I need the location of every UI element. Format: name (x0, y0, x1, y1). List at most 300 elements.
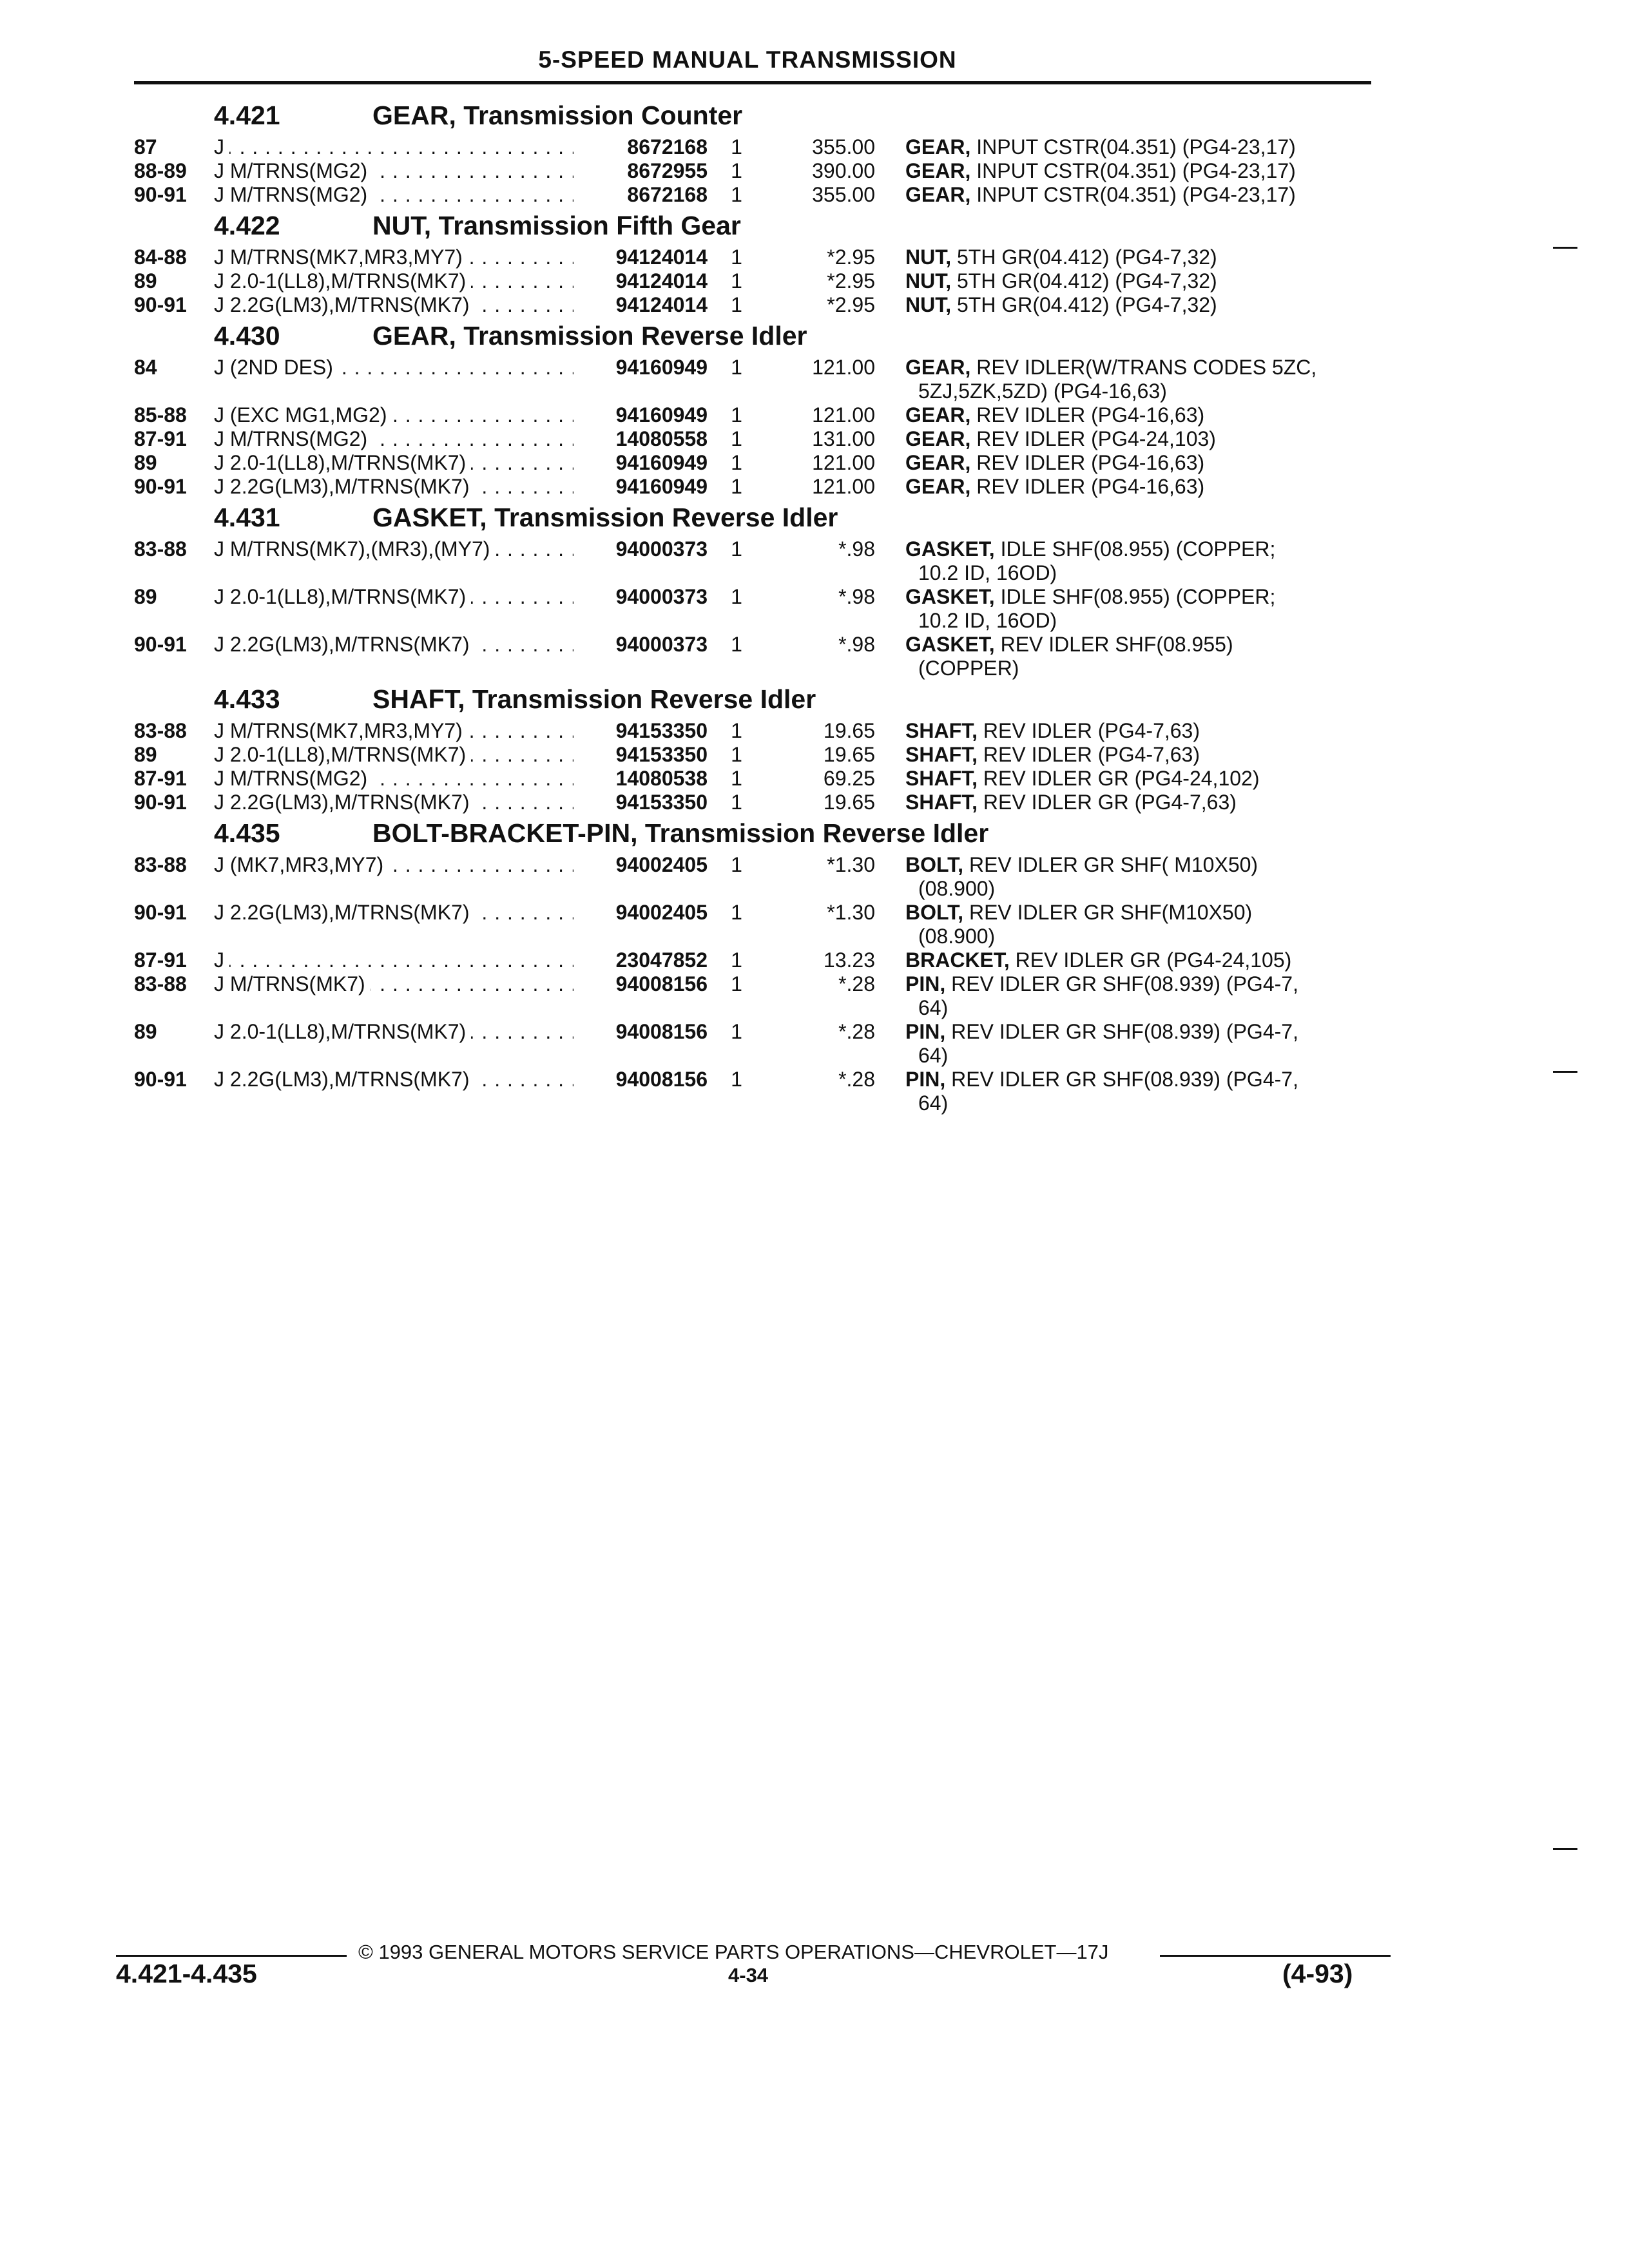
description-continuation: 5ZJ,5ZK,5ZD) (PG4-16,63) (918, 380, 1167, 403)
description-text: 5TH GR(04.412) (PG4-7,32) (951, 245, 1217, 269)
quantity: 1 (731, 948, 742, 972)
section-title: NUT, Transmission Fifth Gear (372, 211, 741, 240)
quantity: 1 (731, 719, 742, 742)
description-keyword: GASKET, (905, 537, 995, 561)
description-line (905, 719, 1200, 742)
description-keyword: GEAR, (905, 159, 971, 182)
model-year: 87-91 (134, 427, 187, 450)
model-year: 89 (134, 451, 157, 474)
section-heading (134, 499, 1371, 537)
part-number: 94160949 (615, 356, 708, 379)
part-number: 94124014 (615, 269, 708, 293)
description (905, 767, 1371, 791)
application-text: J (EXC MG1,MG2) (214, 403, 392, 427)
price: *2.95 (827, 293, 875, 316)
description-continuation: 64) (918, 996, 949, 1019)
table-row (134, 743, 1371, 767)
description-line (905, 1020, 1298, 1043)
price: *.28 (838, 972, 875, 995)
table-row (134, 633, 1371, 680)
description (905, 972, 1371, 1020)
description-keyword: NUT, (905, 269, 952, 293)
quantity: 1 (731, 269, 742, 293)
application-text: J M/TRNS(MG2) (214, 183, 372, 206)
description-line (905, 743, 1200, 766)
description-continuation: 10.2 ID, 16OD) (918, 609, 1057, 632)
application-text: J (214, 135, 229, 159)
model-year: 89 (134, 269, 157, 293)
price: *.28 (838, 1068, 875, 1091)
table-row (134, 183, 1371, 207)
model-year: 90-91 (134, 293, 187, 316)
quantity: 1 (731, 356, 742, 379)
application (214, 451, 574, 475)
description-line (905, 293, 1217, 316)
model-year: 90-91 (134, 791, 187, 814)
application-text: J M/TRNS(MK7,MR3,MY7) (214, 719, 468, 742)
footer-date: (4-93) (1282, 1959, 1353, 1988)
description-text: REV IDLER GR SHF(08.939) (PG4-7, (945, 972, 1298, 995)
description (905, 293, 1371, 317)
description-keyword: NUT, (905, 293, 952, 316)
model-year: 90-91 (134, 183, 187, 206)
quantity: 1 (731, 901, 742, 924)
description-keyword: GEAR, (905, 475, 971, 498)
description (905, 403, 1371, 427)
part-number: 94160949 (615, 403, 708, 427)
quantity: 1 (731, 1020, 742, 1043)
section-number: 4.421 (214, 101, 280, 130)
description-continuation: 10.2 ID, 16OD) (918, 561, 1057, 584)
table-row (134, 1068, 1371, 1115)
application-text: J 2.0-1(LL8),M/TRNS(MK7) (214, 585, 471, 608)
description-line (905, 585, 1275, 608)
application-text: J (2ND DES) (214, 356, 338, 379)
model-year: 83-88 (134, 972, 187, 995)
price: 390.00 (812, 159, 875, 182)
part-number: 94153350 (615, 791, 708, 814)
model-year: 84 (134, 356, 157, 379)
part-number: 94124014 (615, 245, 708, 269)
section-title: GEAR, Transmission Counter (372, 101, 743, 130)
part-number: 94124014 (615, 293, 708, 316)
description-keyword: GEAR, (905, 135, 971, 159)
part-number: 94000373 (615, 585, 708, 608)
footer-copyright: © 1993 GENERAL MOTORS SERVICE PARTS OPERATIONS—CHEVROLET—17J (358, 1941, 1109, 1963)
table-row (134, 159, 1371, 183)
description-text: REV IDLER GR (PG4-7,63) (978, 791, 1237, 814)
model-year: 90-91 (134, 1068, 187, 1091)
description-text: REV IDLER GR SHF(M10X50) (963, 901, 1253, 924)
description-keyword: GEAR, (905, 403, 971, 427)
description-text: IDLE SHF(08.955) (COPPER; (994, 537, 1276, 561)
application (214, 135, 574, 159)
part-number: 14080558 (615, 427, 708, 450)
part-number: 94000373 (615, 633, 708, 656)
price: 131.00 (812, 427, 875, 450)
table-row (134, 901, 1371, 948)
description-text: INPUT CSTR(04.351) (PG4-23,17) (970, 159, 1296, 182)
application (214, 183, 574, 207)
description-line (905, 245, 1217, 269)
table-row (134, 245, 1371, 269)
description-text: REV IDLER (PG4-7,63) (978, 719, 1200, 742)
description-keyword: GEAR, (905, 451, 971, 474)
application (214, 1068, 574, 1091)
model-year: 89 (134, 1020, 157, 1043)
application (214, 767, 574, 791)
description (905, 537, 1371, 585)
application (214, 743, 574, 767)
application-text: J 2.0-1(LL8),M/TRNS(MK7) (214, 451, 471, 474)
section-title: BOLT-BRACKET-PIN, Transmission Reverse Idler (372, 818, 989, 848)
price: 121.00 (812, 403, 875, 427)
footer-rule (116, 1955, 347, 1957)
description (905, 1020, 1371, 1068)
application-text: J 2.2G(LM3),M/TRNS(MK7) (214, 475, 474, 498)
price: 69.25 (823, 767, 875, 790)
description-line (905, 403, 1204, 427)
quantity: 1 (731, 972, 742, 995)
section-title: GASKET, Transmission Reverse Idler (372, 503, 838, 532)
description-text: REV IDLER SHF(08.955) (994, 633, 1233, 656)
section-title: SHAFT, Transmission Reverse Idler (372, 684, 816, 714)
section (134, 814, 1371, 1115)
price: *2.95 (827, 269, 875, 293)
price: *.98 (838, 537, 875, 561)
description-line (905, 356, 1316, 379)
section-heading (134, 680, 1371, 719)
application-text: J 2.2G(LM3),M/TRNS(MK7) (214, 791, 474, 814)
price: *2.95 (827, 245, 875, 269)
quantity: 1 (731, 183, 742, 206)
table-row (134, 767, 1371, 791)
description-keyword: BRACKET, (905, 948, 1010, 972)
description-continuation: (COPPER) (918, 657, 1019, 680)
description-keyword: SHAFT, (905, 767, 978, 790)
application-text: J M/TRNS(MK7),(MR3),(MY7) (214, 537, 495, 561)
description-line (905, 451, 1204, 474)
table-row (134, 719, 1371, 743)
description (905, 633, 1371, 680)
quantity: 1 (731, 245, 742, 269)
part-number: 23047852 (615, 948, 708, 972)
application-text: J 2.2G(LM3),M/TRNS(MK7) (214, 633, 474, 656)
price: 355.00 (812, 183, 875, 206)
description-line (905, 269, 1217, 293)
description-keyword: BOLT, (905, 901, 964, 924)
application (214, 972, 574, 996)
application (214, 948, 574, 972)
page-title: 5-SPEED MANUAL TRANSMISSION (538, 46, 957, 73)
description-keyword: GEAR, (905, 183, 971, 206)
description-text: REV IDLER (PG4-24,103) (970, 427, 1216, 450)
price: 121.00 (812, 475, 875, 498)
description (905, 853, 1371, 901)
part-number: 8672168 (627, 183, 708, 206)
quantity: 1 (731, 293, 742, 316)
part-number: 94153350 (615, 743, 708, 766)
description-line (905, 537, 1275, 561)
margin-mark (1553, 1071, 1577, 1073)
description (905, 1068, 1371, 1115)
section-heading (134, 97, 1371, 135)
description-keyword: PIN, (905, 972, 946, 995)
section (134, 207, 1371, 317)
model-year: 83-88 (134, 853, 187, 876)
description (905, 585, 1371, 633)
description-text: REV IDLER (PG4-16,63) (970, 403, 1205, 427)
part-number: 8672168 (627, 135, 708, 159)
parts-list (134, 97, 1371, 1115)
application (214, 356, 574, 380)
description-continuation: (08.900) (918, 925, 996, 948)
part-number: 94153350 (615, 719, 708, 742)
description-text: IDLE SHF(08.955) (COPPER; (994, 585, 1276, 608)
price: 121.00 (812, 356, 875, 379)
description (905, 183, 1371, 207)
quantity: 1 (731, 633, 742, 656)
application-text: J (214, 948, 229, 972)
table-row (134, 1020, 1371, 1068)
part-number: 94008156 (615, 1020, 708, 1043)
part-number: 94002405 (615, 853, 708, 876)
description-text: REV IDLER GR (PG4-24,105) (1009, 948, 1292, 972)
section (134, 680, 1371, 814)
model-year: 87 (134, 135, 157, 159)
section-number: 4.433 (214, 684, 280, 714)
description-line (905, 791, 1237, 814)
application-text: J (MK7,MR3,MY7) (214, 853, 389, 876)
application-text: J 2.2G(LM3),M/TRNS(MK7) (214, 293, 474, 316)
description-line (905, 1068, 1298, 1091)
model-year: 90-91 (134, 475, 187, 498)
description (905, 159, 1371, 183)
application-text: J M/TRNS(MK7,MR3,MY7) (214, 245, 468, 269)
section-heading (134, 207, 1371, 245)
quantity: 1 (731, 159, 742, 182)
margin-mark (1553, 247, 1577, 249)
part-number: 8672955 (627, 159, 708, 182)
application-text: J 2.2G(LM3),M/TRNS(MK7) (214, 901, 474, 924)
part-number: 94008156 (615, 972, 708, 995)
description-keyword: SHAFT, (905, 719, 978, 742)
price: 121.00 (812, 451, 875, 474)
description-line (905, 427, 1216, 450)
description-continuation: (08.900) (918, 877, 996, 900)
price: *1.30 (827, 853, 875, 876)
description-text: REV IDLER GR SHF( M10X50) (963, 853, 1258, 876)
application-text: J M/TRNS(MK7) (214, 972, 371, 995)
description-text: REV IDLER(W/TRANS CODES 5ZC, (970, 356, 1317, 379)
price: 19.65 (823, 743, 875, 766)
footer-rule (1160, 1955, 1391, 1957)
application (214, 475, 574, 499)
description-continuation: 64) (918, 1044, 949, 1067)
application (214, 245, 574, 269)
part-number: 94160949 (615, 451, 708, 474)
model-year: 89 (134, 585, 157, 608)
application-text: J 2.0-1(LL8),M/TRNS(MK7) (214, 269, 471, 293)
description (905, 269, 1371, 293)
model-year: 90-91 (134, 901, 187, 924)
table-row (134, 293, 1371, 317)
part-number: 94008156 (615, 1068, 708, 1091)
price: 355.00 (812, 135, 875, 159)
description (905, 245, 1371, 269)
description-text: INPUT CSTR(04.351) (PG4-23,17) (970, 135, 1296, 159)
description (905, 791, 1371, 814)
application-text: J 2.0-1(LL8),M/TRNS(MK7) (214, 1020, 471, 1043)
description-text: REV IDLER GR SHF(08.939) (PG4-7, (945, 1068, 1298, 1091)
description (905, 451, 1371, 475)
application-text: J 2.0-1(LL8),M/TRNS(MK7) (214, 743, 471, 766)
description-keyword: SHAFT, (905, 791, 978, 814)
model-year: 84-88 (134, 245, 187, 269)
application (214, 791, 574, 814)
quantity: 1 (731, 537, 742, 561)
quantity: 1 (731, 403, 742, 427)
description-line (905, 183, 1296, 206)
quantity: 1 (731, 791, 742, 814)
model-year: 89 (134, 743, 157, 766)
table-row (134, 451, 1371, 475)
application (214, 853, 574, 877)
table-row (134, 475, 1371, 499)
quantity: 1 (731, 1068, 742, 1091)
description (905, 135, 1371, 159)
price: 19.65 (823, 791, 875, 814)
model-year: 83-88 (134, 719, 187, 742)
table-row (134, 537, 1371, 585)
table-row (134, 356, 1371, 403)
application (214, 159, 574, 183)
section-number: 4.435 (214, 818, 280, 848)
description (905, 743, 1371, 767)
footer-page-number: 4-34 (728, 1964, 769, 1986)
description-line (905, 901, 1252, 924)
price: *1.30 (827, 901, 875, 924)
table-row (134, 972, 1371, 1020)
application-text: J M/TRNS(MG2) (214, 427, 372, 450)
application (214, 269, 574, 293)
quantity: 1 (731, 451, 742, 474)
description-keyword: GEAR, (905, 427, 971, 450)
model-year: 87-91 (134, 767, 187, 790)
description (905, 356, 1371, 403)
section (134, 317, 1371, 499)
description-text: INPUT CSTR(04.351) (PG4-23,17) (970, 183, 1296, 206)
application-text: J M/TRNS(MG2) (214, 159, 372, 182)
application (214, 403, 574, 427)
description-line (905, 475, 1204, 498)
application (214, 719, 574, 743)
table-row (134, 403, 1371, 427)
description-keyword: PIN, (905, 1068, 946, 1091)
model-year: 83-88 (134, 537, 187, 561)
section-number: 4.422 (214, 211, 280, 240)
quantity: 1 (731, 585, 742, 608)
description-text: REV IDLER (PG4-16,63) (970, 475, 1205, 498)
description-keyword: BOLT, (905, 853, 964, 876)
table-row (134, 427, 1371, 451)
description-line (905, 159, 1296, 182)
part-number: 94160949 (615, 475, 708, 498)
footer-section-range: 4.421-4.435 (116, 1959, 257, 1988)
description-keyword: PIN, (905, 1020, 946, 1043)
quantity: 1 (731, 475, 742, 498)
section-heading (134, 814, 1371, 853)
description-keyword: SHAFT, (905, 743, 978, 766)
part-number: 14080538 (615, 767, 708, 790)
quantity: 1 (731, 743, 742, 766)
quantity: 1 (731, 767, 742, 790)
model-year: 90-91 (134, 633, 187, 656)
quantity: 1 (731, 853, 742, 876)
application-text: J 2.2G(LM3),M/TRNS(MK7) (214, 1068, 474, 1091)
header-rule (134, 81, 1371, 84)
description-text: REV IDLER GR SHF(08.939) (PG4-7, (945, 1020, 1298, 1043)
section-number: 4.431 (214, 503, 280, 532)
description (905, 475, 1371, 499)
table-row (134, 269, 1371, 293)
description-line (905, 853, 1258, 876)
application (214, 427, 574, 451)
application (214, 585, 574, 609)
model-year: 87-91 (134, 948, 187, 972)
quantity: 1 (731, 135, 742, 159)
application (214, 1020, 574, 1044)
description-text: REV IDLER GR (PG4-24,102) (978, 767, 1260, 790)
price: *.98 (838, 585, 875, 608)
section-number: 4.430 (214, 321, 280, 351)
price: *.98 (838, 633, 875, 656)
description-line (905, 633, 1233, 656)
section-title: GEAR, Transmission Reverse Idler (372, 321, 807, 351)
part-number: 94002405 (615, 901, 708, 924)
description-keyword: NUT, (905, 245, 952, 269)
model-year: 88-89 (134, 159, 187, 182)
description-continuation: 64) (918, 1091, 949, 1115)
price: *.28 (838, 1020, 875, 1043)
table-row (134, 791, 1371, 814)
application (214, 633, 574, 657)
description (905, 948, 1371, 972)
description (905, 719, 1371, 743)
description-text: 5TH GR(04.412) (PG4-7,32) (951, 269, 1217, 293)
price: 19.65 (823, 719, 875, 742)
section (134, 499, 1371, 680)
table-row (134, 853, 1371, 901)
application-text: J M/TRNS(MG2) (214, 767, 372, 790)
price: 13.23 (823, 948, 875, 972)
part-number: 94000373 (615, 537, 708, 561)
section (134, 97, 1371, 207)
description-text: 5TH GR(04.412) (PG4-7,32) (951, 293, 1217, 316)
model-year: 85-88 (134, 403, 187, 427)
description (905, 901, 1371, 948)
description-line (905, 767, 1259, 790)
table-row (134, 948, 1371, 972)
description-keyword: GEAR, (905, 356, 971, 379)
description-line (905, 972, 1298, 995)
application (214, 293, 574, 317)
table-row (134, 585, 1371, 633)
quantity: 1 (731, 427, 742, 450)
application (214, 537, 574, 561)
margin-mark (1553, 1848, 1577, 1850)
table-row (134, 135, 1371, 159)
